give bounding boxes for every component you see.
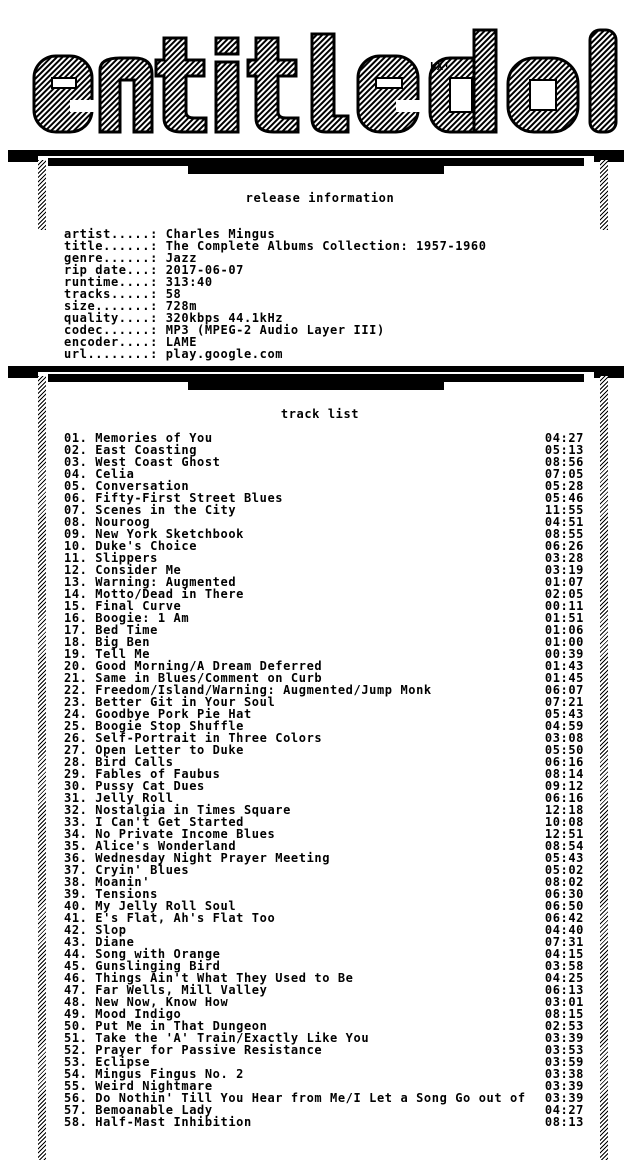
track-title: 52. Prayer for Passive Resistance bbox=[64, 1043, 323, 1057]
track-duration: 01:45 bbox=[544, 671, 584, 685]
track-duration: 08:55 bbox=[544, 527, 584, 541]
logo-tag: hX! bbox=[430, 60, 450, 73]
track-title: 03. West Coast Ghost bbox=[64, 455, 221, 469]
track-title: 26. Self-Portrait in Three Colors bbox=[64, 731, 323, 745]
release-field-key: quality....: bbox=[64, 311, 166, 325]
track-duration: 11:55 bbox=[544, 503, 584, 517]
track-duration: 03:01 bbox=[544, 995, 584, 1009]
track-duration: 06:07 bbox=[544, 683, 584, 697]
track-title: 55. Weird Nightmare bbox=[64, 1079, 213, 1093]
track-duration: 03:19 bbox=[544, 563, 584, 577]
track-duration: 07:31 bbox=[544, 935, 584, 949]
track-title: 38. Moanin' bbox=[64, 875, 151, 889]
track-row bbox=[64, 924, 584, 936]
track-title: 56. Do Nothin' Till You Hear from Me/I Let a Song Go out of bbox=[64, 1091, 526, 1105]
track-duration: 06:26 bbox=[544, 539, 584, 553]
track-title: 41. E's Flat, Ah's Flat Too bbox=[64, 911, 276, 925]
release-field-value: 320kbps 44.1kHz bbox=[165, 311, 284, 325]
track-row bbox=[64, 1116, 584, 1128]
track-duration: 08:54 bbox=[544, 839, 584, 853]
track-title: 33. I Can't Get Started bbox=[64, 815, 244, 829]
track-duration: 04:15 bbox=[544, 947, 584, 961]
track-duration: 03:39 bbox=[544, 1031, 584, 1045]
track-row bbox=[64, 912, 584, 924]
track-duration: 04:59 bbox=[544, 719, 584, 733]
track-title: 09. New York Sketchbook bbox=[64, 527, 244, 541]
track-title: 37. Cryin' Blues bbox=[64, 863, 190, 877]
track-duration: 08:56 bbox=[544, 455, 584, 469]
track-duration: 08:13 bbox=[544, 1115, 584, 1129]
release-field-value: MP3 (MPEG-2 Audio Layer III) bbox=[165, 323, 385, 337]
track-title: 50. Put Me in That Dungeon bbox=[64, 1019, 268, 1033]
track-duration: 12:18 bbox=[544, 803, 584, 817]
track-duration: 03:28 bbox=[544, 551, 584, 565]
track-title: 05. Conversation bbox=[64, 479, 190, 493]
track-title: 46. Things Ain't What They Used to Be bbox=[64, 971, 354, 985]
track-duration: 12:51 bbox=[544, 827, 584, 841]
track-title: 34. No Private Income Blues bbox=[64, 827, 276, 841]
track-title: 24. Goodbye Pork Pie Hat bbox=[64, 707, 252, 721]
track-title: 45. Gunslinging Bird bbox=[64, 959, 221, 973]
track-duration: 05:43 bbox=[544, 851, 584, 865]
track-title: 54. Mingus Fingus No. 2 bbox=[64, 1067, 244, 1081]
track-title: 49. Mood Indigo bbox=[64, 1007, 182, 1021]
track-title: 04. Celia bbox=[64, 467, 135, 481]
track-title: 27. Open Letter to Duke bbox=[64, 743, 244, 757]
release-field-key: rip date...: bbox=[64, 263, 166, 277]
track-title: 21. Same in Blues/Comment on Curb bbox=[64, 671, 323, 685]
release-field-value: The Complete Albums Collection: 1957-1960 bbox=[165, 239, 487, 253]
track-title: 12. Consider Me bbox=[64, 563, 182, 577]
track-duration: 05:13 bbox=[544, 443, 584, 457]
track-duration: 03:08 bbox=[544, 731, 584, 745]
release-field-key: artist.....: bbox=[64, 227, 166, 241]
track-list bbox=[64, 432, 584, 1128]
track-duration: 08:14 bbox=[544, 767, 584, 781]
track-title: 17. Bed Time bbox=[64, 623, 158, 637]
track-title: 31. Jelly Roll bbox=[64, 791, 174, 805]
release-field-key: genre......: bbox=[64, 251, 166, 265]
pillar-left-2 bbox=[38, 376, 46, 1160]
track-title: 23. Better Git in Your Soul bbox=[64, 695, 276, 709]
track-row bbox=[64, 456, 584, 468]
logo-letter-l bbox=[312, 34, 348, 132]
release-field-value: 728m bbox=[165, 299, 198, 313]
release-field-value: 58 bbox=[165, 287, 182, 301]
release-field-key: size.......: bbox=[64, 299, 166, 313]
section-divider-middle bbox=[8, 366, 624, 398]
track-title: 15. Final Curve bbox=[64, 599, 182, 613]
track-title: 53. Eclipse bbox=[64, 1055, 151, 1069]
track-duration: 05:50 bbox=[544, 743, 584, 757]
track-title: 28. Bird Calls bbox=[64, 755, 174, 769]
track-title: 14. Motto/Dead in There bbox=[64, 587, 244, 601]
track-duration: 05:43 bbox=[544, 707, 584, 721]
track-duration: 09:12 bbox=[544, 779, 584, 793]
track-title: 11. Slippers bbox=[64, 551, 158, 565]
track-duration: 07:05 bbox=[544, 467, 584, 481]
track-duration: 03:39 bbox=[544, 1079, 584, 1093]
track-duration: 03:39 bbox=[544, 1091, 584, 1105]
release-field-value: 2017-06-07 bbox=[165, 263, 244, 277]
track-duration: 08:15 bbox=[544, 1007, 584, 1021]
entitled-logo bbox=[30, 26, 630, 156]
track-title: 30. Pussy Cat Dues bbox=[64, 779, 205, 793]
track-list-heading: track list bbox=[280, 407, 360, 421]
track-title: 36. Wednesday Night Prayer Meeting bbox=[64, 851, 331, 865]
release-field-key: tracks.....: bbox=[64, 287, 166, 301]
track-duration: 04:27 bbox=[544, 1103, 584, 1117]
track-duration: 07:21 bbox=[544, 695, 584, 709]
track-title: 13. Warning: Augmented bbox=[64, 575, 237, 589]
track-duration: 04:25 bbox=[544, 971, 584, 985]
track-duration: 06:30 bbox=[544, 887, 584, 901]
track-title: 18. Big Ben bbox=[64, 635, 151, 649]
logo-letter-n bbox=[100, 58, 152, 132]
track-duration: 06:13 bbox=[544, 983, 584, 997]
track-duration: 06:16 bbox=[544, 791, 584, 805]
track-title: 40. My Jelly Roll Soul bbox=[64, 899, 237, 913]
track-title: 32. Nostalgia in Times Square bbox=[64, 803, 291, 817]
track-title: 06. Fifty-First Street Blues bbox=[64, 491, 284, 505]
release-field-key: encoder....: bbox=[64, 335, 166, 349]
track-duration: 10:08 bbox=[544, 815, 584, 829]
track-duration: 01:07 bbox=[544, 575, 584, 589]
track-title: 29. Fables of Faubus bbox=[64, 767, 221, 781]
track-duration: 05:46 bbox=[544, 491, 584, 505]
track-duration: 02:05 bbox=[544, 587, 584, 601]
track-title: 58. Half-Mast Inhibition bbox=[64, 1115, 252, 1129]
track-duration: 01:51 bbox=[544, 611, 584, 625]
release-field-value: LAME bbox=[165, 335, 198, 349]
release-field-value: play.google.com bbox=[165, 347, 284, 361]
track-duration: 03:53 bbox=[544, 1043, 584, 1057]
pillar-right-2 bbox=[600, 376, 608, 1160]
track-title: 01. Memories of You bbox=[64, 431, 213, 445]
logo-letter-t bbox=[156, 38, 206, 132]
logo-letter-t2 bbox=[248, 38, 298, 132]
track-title: 22. Freedom/Island/Warning: Augmented/Jump Monk bbox=[64, 683, 432, 697]
track-duration: 03:38 bbox=[544, 1067, 584, 1081]
release-info-list bbox=[64, 228, 487, 360]
track-title: 07. Scenes in the City bbox=[64, 503, 237, 517]
track-title: 16. Boogie: 1 Am bbox=[64, 611, 190, 625]
track-duration: 03:58 bbox=[544, 959, 584, 973]
logo-letter-e2 bbox=[358, 56, 422, 132]
track-duration: 02:53 bbox=[544, 1019, 584, 1033]
track-title: 39. Tensions bbox=[64, 887, 158, 901]
track-title: 42. Slop bbox=[64, 923, 127, 937]
release-field-key: codec......: bbox=[64, 323, 166, 337]
track-title: 57. Bemoanable Lady bbox=[64, 1103, 213, 1117]
track-title: 35. Alice's Wonderland bbox=[64, 839, 237, 853]
track-duration: 00:39 bbox=[544, 647, 584, 661]
track-duration: 06:42 bbox=[544, 911, 584, 925]
track-title: 51. Take the 'A' Train/Exactly Like You bbox=[64, 1031, 370, 1045]
track-duration: 08:02 bbox=[544, 875, 584, 889]
track-title: 08. Nouroog bbox=[64, 515, 151, 529]
track-title: 10. Duke's Choice bbox=[64, 539, 198, 553]
track-title: 20. Good Morning/A Dream Deferred bbox=[64, 659, 323, 673]
release-field-key: url........: bbox=[64, 347, 166, 361]
track-duration: 06:50 bbox=[544, 899, 584, 913]
release-info-heading: release information bbox=[245, 191, 395, 205]
track-duration: 06:16 bbox=[544, 755, 584, 769]
track-duration: 00:11 bbox=[544, 599, 584, 613]
track-title: 47. Far Wells, Mill Valley bbox=[64, 983, 268, 997]
logo-letter-d bbox=[430, 30, 496, 132]
track-duration: 01:00 bbox=[544, 635, 584, 649]
track-duration: 04:51 bbox=[544, 515, 584, 529]
release-field-key: title......: bbox=[64, 239, 166, 253]
track-title: 19. Tell Me bbox=[64, 647, 151, 661]
track-title: 02. East Coasting bbox=[64, 443, 198, 457]
release-field-value: Charles Mingus bbox=[165, 227, 276, 241]
track-title: 25. Boogie Stop Shuffle bbox=[64, 719, 244, 733]
track-duration: 05:02 bbox=[544, 863, 584, 877]
track-duration: 01:06 bbox=[544, 623, 584, 637]
release-field-key: runtime....: bbox=[64, 275, 166, 289]
track-duration: 05:28 bbox=[544, 479, 584, 493]
track-title: 43. Diane bbox=[64, 935, 135, 949]
track-title: 44. Song with Orange bbox=[64, 947, 221, 961]
release-field-value: Jazz bbox=[165, 251, 198, 265]
section-divider-top bbox=[8, 150, 624, 182]
track-duration: 04:40 bbox=[544, 923, 584, 937]
logo-letter-i bbox=[216, 38, 238, 132]
release-field bbox=[64, 348, 487, 360]
track-duration: 01:43 bbox=[544, 659, 584, 673]
release-field-value: 313:40 bbox=[165, 275, 213, 289]
track-duration: 03:59 bbox=[544, 1055, 584, 1069]
track-title: 48. New Now, Know How bbox=[64, 995, 229, 1009]
logo-ornament bbox=[508, 30, 616, 132]
track-duration: 04:27 bbox=[544, 431, 584, 445]
logo-letter-e bbox=[34, 56, 96, 132]
